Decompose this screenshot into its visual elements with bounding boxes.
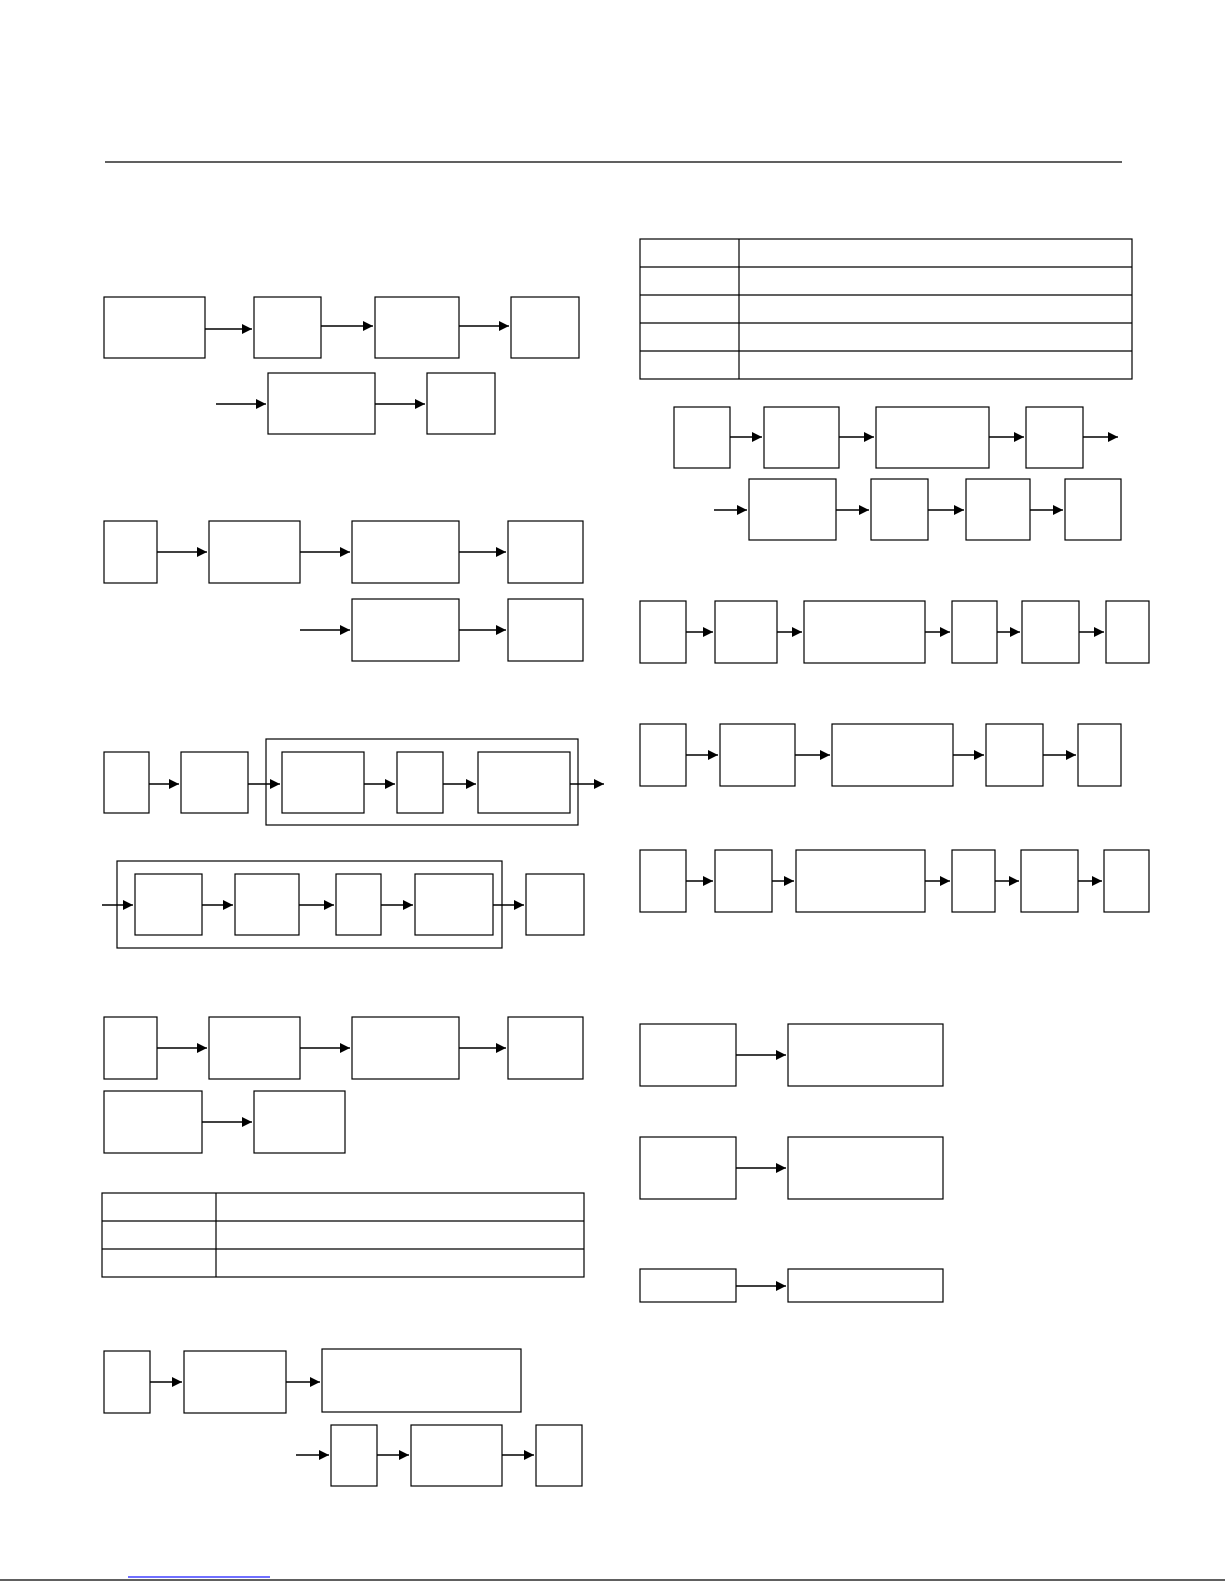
- flow-box: [235, 874, 299, 935]
- flow-box: [478, 752, 570, 813]
- flow-box: [640, 601, 686, 663]
- flow-box: [876, 407, 989, 468]
- right-table: [640, 239, 1132, 379]
- flow-box: [209, 1017, 300, 1079]
- table-border: [640, 239, 1132, 379]
- flow-box: [1022, 601, 1079, 663]
- flow-box: [804, 601, 925, 663]
- flow-box: [254, 1091, 345, 1153]
- flow-box: [1106, 601, 1149, 663]
- flow-box: [508, 599, 583, 661]
- flow-box: [104, 297, 205, 358]
- flow-box: [640, 724, 686, 786]
- flow-box: [640, 1137, 736, 1199]
- flow-box: [640, 1024, 736, 1086]
- flow-box: [952, 850, 995, 912]
- flow-box: [986, 724, 1043, 786]
- flow-box: [536, 1425, 582, 1486]
- flow-box: [104, 1351, 150, 1413]
- flow-box: [788, 1269, 943, 1302]
- flow-box: [397, 752, 443, 813]
- flow-box: [415, 874, 493, 935]
- flow-box: [184, 1351, 286, 1413]
- flow-box: [411, 1425, 502, 1486]
- flow-box: [1104, 850, 1149, 912]
- flow-box: [104, 1091, 202, 1153]
- flow-box: [331, 1425, 377, 1486]
- flow-box: [135, 874, 202, 935]
- flow-box: [1021, 850, 1078, 912]
- flow-box: [508, 521, 583, 583]
- flow-box: [104, 752, 149, 813]
- flow-box: [1065, 479, 1121, 540]
- flow-box: [352, 599, 459, 661]
- flow-box: [640, 850, 686, 912]
- left-table: [102, 1193, 584, 1277]
- flow-box: [336, 874, 381, 935]
- flow-box: [104, 1017, 157, 1079]
- flow-box: [1026, 407, 1083, 468]
- flow-box: [715, 850, 772, 912]
- flow-box: [720, 724, 795, 786]
- flow-box: [526, 874, 584, 935]
- flow-box: [796, 850, 925, 912]
- flow-box: [352, 1017, 459, 1079]
- flow-box: [268, 373, 375, 434]
- flow-box: [254, 297, 321, 358]
- flow-box: [788, 1137, 943, 1199]
- flow-box: [375, 297, 459, 358]
- flow-box: [952, 601, 997, 663]
- flow-box: [104, 521, 157, 583]
- flow-box: [788, 1024, 943, 1086]
- flow-box: [674, 407, 730, 468]
- flow-box: [322, 1349, 521, 1412]
- flow-box: [764, 407, 839, 468]
- flow-box: [427, 373, 495, 434]
- flow-box: [352, 521, 459, 583]
- flow-box: [508, 1017, 583, 1079]
- flow-box: [832, 724, 953, 786]
- flow-box: [749, 479, 836, 540]
- flow-box: [715, 601, 777, 663]
- table-border: [102, 1193, 584, 1277]
- flow-box: [1078, 724, 1121, 786]
- flow-box: [966, 479, 1030, 540]
- flow-box: [209, 521, 300, 583]
- flow-box: [871, 479, 928, 540]
- flow-box: [282, 752, 364, 813]
- flow-box: [511, 297, 579, 358]
- flow-box: [640, 1269, 736, 1302]
- flow-box: [181, 752, 248, 813]
